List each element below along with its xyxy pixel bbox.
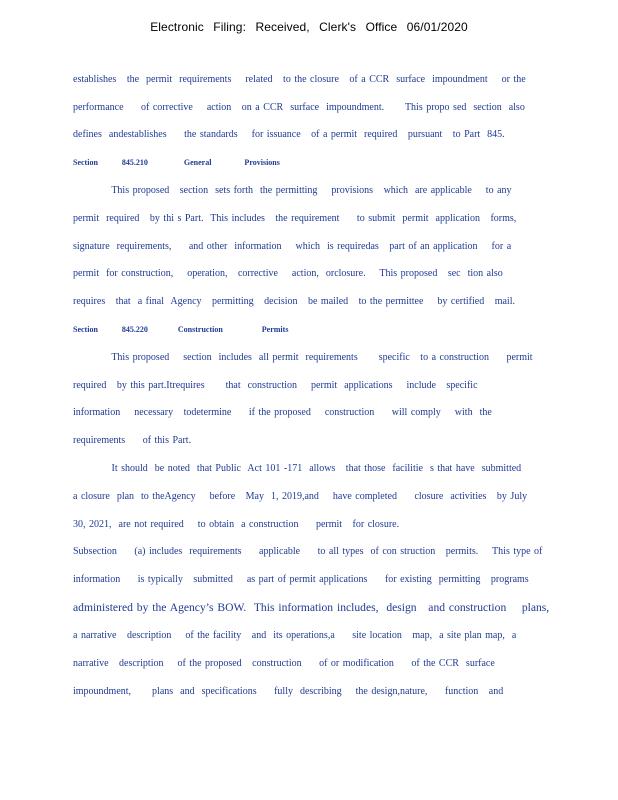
body-line: information is typically submitted as part of permit applications for existing permitting programs xyxy=(73,574,529,585)
body-line: administered by the Agency’s BOW. This information includes, design and construction plans, xyxy=(73,601,550,614)
body-line: establishes the permit requirements related to the closure of a CCR surface impoundment or the xyxy=(73,74,526,85)
body-line: signature requirements, and other information which is requiredas part of an application for a xyxy=(73,241,512,252)
body-line: information necessary todetermine if the proposed construction will comply with the xyxy=(73,407,492,418)
body-line: performance of corrective action on a CCR surface impoundment. This propo sed section also xyxy=(73,102,525,113)
body-line: requires that a final Agency permitting decision be mailed to the permittee by certified mail. xyxy=(73,296,515,307)
body-line: It should be noted that Public Act 101 -171 allows that those facilitie s that have submitted xyxy=(73,463,522,474)
body-line: permit for construction, operation, corrective action, orclosure. This proposed sec tion also xyxy=(73,268,503,279)
body-line: required by this part.Itrequires that construction permit applications include specific xyxy=(73,380,478,391)
body-line: 30, 2021, are not required to obtain a construction permit for closure. xyxy=(73,519,400,530)
body-line: impoundment, plans and specifications fully describing the design,nature, function and xyxy=(73,686,504,697)
filing-header: Electronic Filing: Received, Clerk's Office 06/01/2020 xyxy=(150,20,468,34)
section-heading-845-220: Section 845.220 Construction Permits xyxy=(73,325,289,334)
body-line: permit required by thi s Part. This includes the requirement to submit permit application forms, xyxy=(73,213,517,224)
body-line: a closure plan to theAgency before May 1, 2019,and have completed closure activities by July xyxy=(73,491,528,502)
body-line: a narrative description of the facility and its operations,a site location map, a site plan map, a xyxy=(73,630,517,641)
body-line: Subsection (a) includes requirements applicable to all types of con struction permits. This type of xyxy=(73,546,543,557)
body-line: defines andestablishes the standards for issuance of a permit required pursuant to Part 845. xyxy=(73,129,505,140)
body-line: This proposed section includes all permit requirements specific to a construction permit xyxy=(73,352,533,363)
body-line: This proposed section sets forth the permitting provisions which are applicable to any xyxy=(73,185,512,196)
body-line: requirements of this Part. xyxy=(73,435,192,446)
section-heading-845-210: Section 845.210 General Provisions xyxy=(73,158,280,167)
body-line: narrative description of the proposed construction of or modification of the CCR surface xyxy=(73,658,495,669)
